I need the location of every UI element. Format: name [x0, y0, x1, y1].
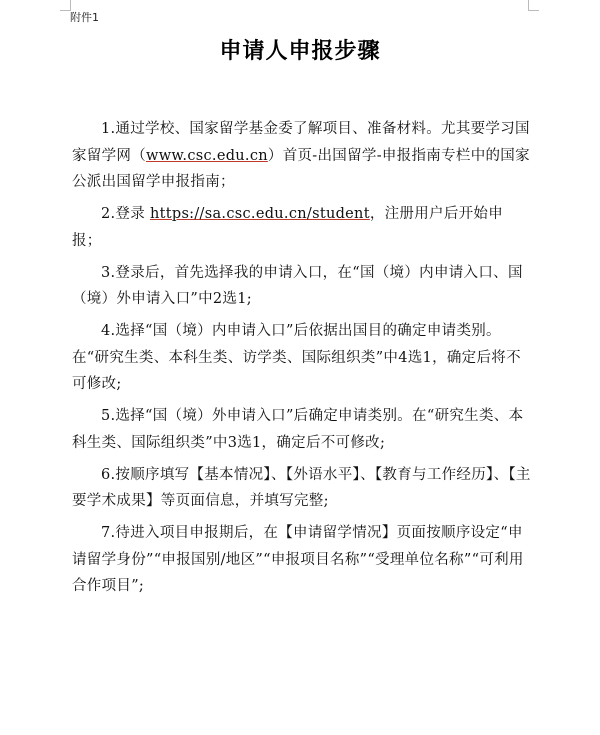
step-paragraph-3 — [72, 260, 532, 313]
step-paragraph-4 — [72, 318, 532, 398]
step-4-text: 4.选择“国（境）内申请入口”后依据出国目的确定申请类别。在“研究生类、本科生类、访学类、国际组织类”中4选1，确定后将不可修改; — [72, 323, 521, 392]
step-paragraph-2 — [72, 201, 532, 254]
document-body — [72, 116, 532, 600]
step-1-text: 1.通过学校、国家留学基金委了解项目、准备材料。尤其要学习国家留学网（ — [72, 121, 530, 164]
step-paragraph-6 — [72, 462, 532, 515]
step-paragraph-7 — [72, 520, 532, 600]
step-3-text: 3.登录后，首先选择我的申请入口，在“国（境）内申请入口、国（境）外申请入口”中2选1; — [72, 264, 523, 307]
step-7-text: 7.待进入项目申报期后，在【申请留学情况】页面按顺序设定“申请留学身份”“申报国别/地区”“申报项目名称”“受理单位名称”“可利用合作项目”; — [72, 525, 524, 594]
step-6-text: 6.按顺序填写【基本情况】、【外语水平】、【教育与工作经历】、【主要学术成果】等页面信息，并填写完整; — [72, 466, 531, 509]
step-2-text-tail: ，注册用户后开始申报； — [72, 206, 504, 249]
step-1-link[interactable]: www.csc.edu.cn — [146, 147, 268, 164]
step-paragraph-1 — [72, 116, 532, 196]
document-title: 申请人申报步骤 — [219, 39, 381, 64]
step-paragraph-5 — [72, 403, 532, 456]
page-corner-mark-right — [528, 0, 539, 11]
attachment-label: 附件1 — [70, 11, 99, 24]
step-1-text-tail: ）首页-出国留学-申报指南专栏中的国家公派出国留学申报指南； — [72, 147, 530, 190]
step-2-link[interactable]: https://sa.csc.edu.cn/student — [149, 206, 370, 222]
step-5-text: 5.选择“国（境）外申请入口”后确定申请类别。在“研究生类、本科生类、国际组织类”中3选1，确定后不可修改; — [72, 408, 524, 451]
step-2-text: 2.登录 — [101, 206, 146, 222]
